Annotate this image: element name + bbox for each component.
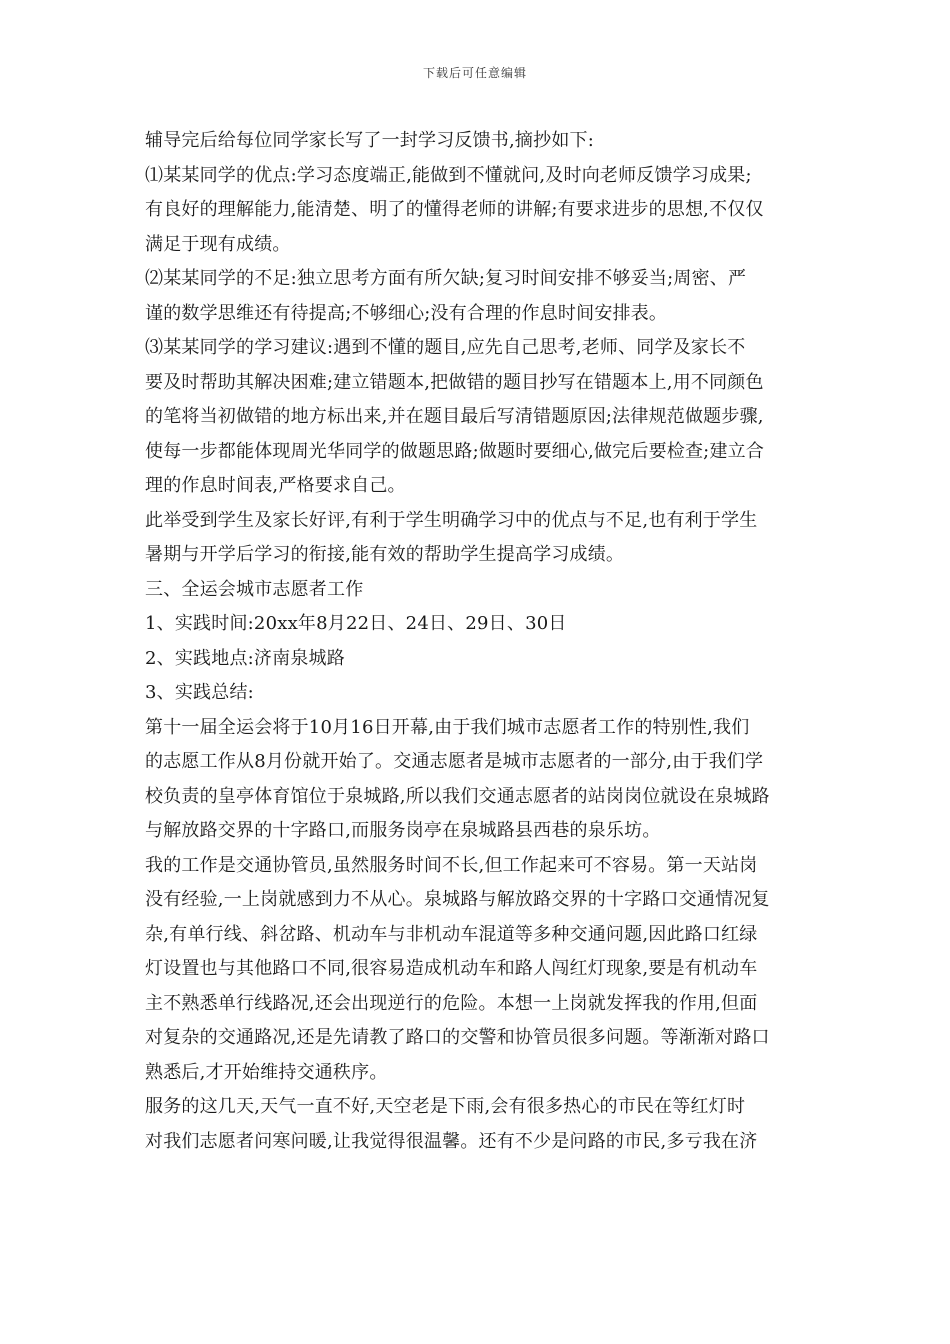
text-line: 校负责的皇亭体育馆位于泉城路,所以我们交通志愿者的站岗岗位就设在泉城路 (145, 785, 770, 807)
text-line: 暑期与开学后学习的衔接,能有效的帮助学生提高学习成绩。 (145, 544, 625, 565)
text-line: 要及时帮助其解决困难;建立错题本,把做错的题目抄写在错题本上,用不同颜色 (145, 371, 764, 393)
text-line: 第十一届全运会将于10月16日开幕,由于我们城市志愿者工作的特别性,我们 (145, 716, 750, 738)
text-line: 3、实践总结: (145, 682, 254, 703)
header-note: 下载后可任意编辑 (422, 66, 527, 80)
text-line: 熟悉后,才开始维持交通秩序。 (145, 1061, 388, 1083)
text-line: 此举受到学生及家长好评,有利于学生明确学习中的优点与不足,也有利于学生 (145, 509, 758, 531)
text-line: 与解放路交界的十字路口,而服务岗亭在泉城路县西巷的泉乐坊。 (145, 820, 661, 841)
text-line: 的志愿工作从8月份就开始了。交通志愿者是城市志愿者的一部分,由于我们学 (145, 751, 764, 772)
text-line: 主不熟悉单行线路况,还会出现逆行的危险。本想一上岗就发挥我的作用,但面 (145, 992, 758, 1014)
document-body (145, 124, 810, 1159)
text-line: ⑶某某同学的学习建议:遇到不懂的题目,应先自己思考,老师、同学及家长不 (145, 337, 746, 358)
text-line: 灯设置也与其他路口不同,很容易造成机动车和路人闯红灯现象,要是有机动车 (145, 958, 758, 979)
text-line: 没有经验,一上岗就感到力不从心。泉城路与解放路交界的十字路口交通情况复 (145, 889, 770, 910)
text-line: ⑴某某同学的优点:学习态度端正,能做到不懂就问,及时向老师反馈学习成果; (145, 164, 752, 186)
text-line: 谨的数学思维还有待提高;不够细心;没有合理的作息时间安排表。 (145, 302, 668, 324)
text-line: 对我们志愿者问寒问暖,让我觉得很温馨。还有不少是问路的市民,多亏我在济 (145, 1130, 758, 1152)
text-line: 我的工作是交通协管员,虽然服务时间不长,但工作起来可不容易。第一天站岗 (145, 854, 758, 876)
text-line: ⑵某某同学的不足:独立思考方面有所欠缺;复习时间安排不够妥当;周密、严 (145, 268, 747, 289)
text-line: 杂,有单行线、斜岔路、机动车与非机动车混道等多种交通问题,因此路口红绿 (145, 923, 758, 945)
text-line: 辅导完后给每位同学家长写了一封学习反馈书,摘抄如下: (145, 130, 594, 151)
section-heading: 三、全运会城市志愿者工作 (145, 578, 364, 600)
text-line: 理的作息时间表,严格要求自己。 (145, 475, 406, 496)
text-line: 有良好的理解能力,能清楚、明了的懂得老师的讲解;有要求进步的思想,不仅仅 (145, 199, 764, 220)
text-line: 1、实践时间:20xx年8月22日、24日、29日、30日 (145, 613, 567, 634)
text-line: 满足于现有成绩。 (145, 233, 291, 255)
text-line: 对复杂的交通路况,还是先请教了路口的交警和协管员很多问题。等渐渐对路口 (145, 1027, 770, 1048)
text-line: 的笔将当初做错的地方标出来,并在题目最后写清错题原因;法律规范做题步骤, (145, 406, 764, 427)
text-line: 服务的这几天,天气一直不好,天空老是下雨,会有很多热心的市民在等红灯时 (145, 1096, 746, 1117)
text-line: 使每一步都能体现周光华同学的做题思路;做题时要细心,做完后要检查;建立合 (145, 440, 765, 462)
text-line: 2、实践地点:济南泉城路 (145, 647, 345, 669)
